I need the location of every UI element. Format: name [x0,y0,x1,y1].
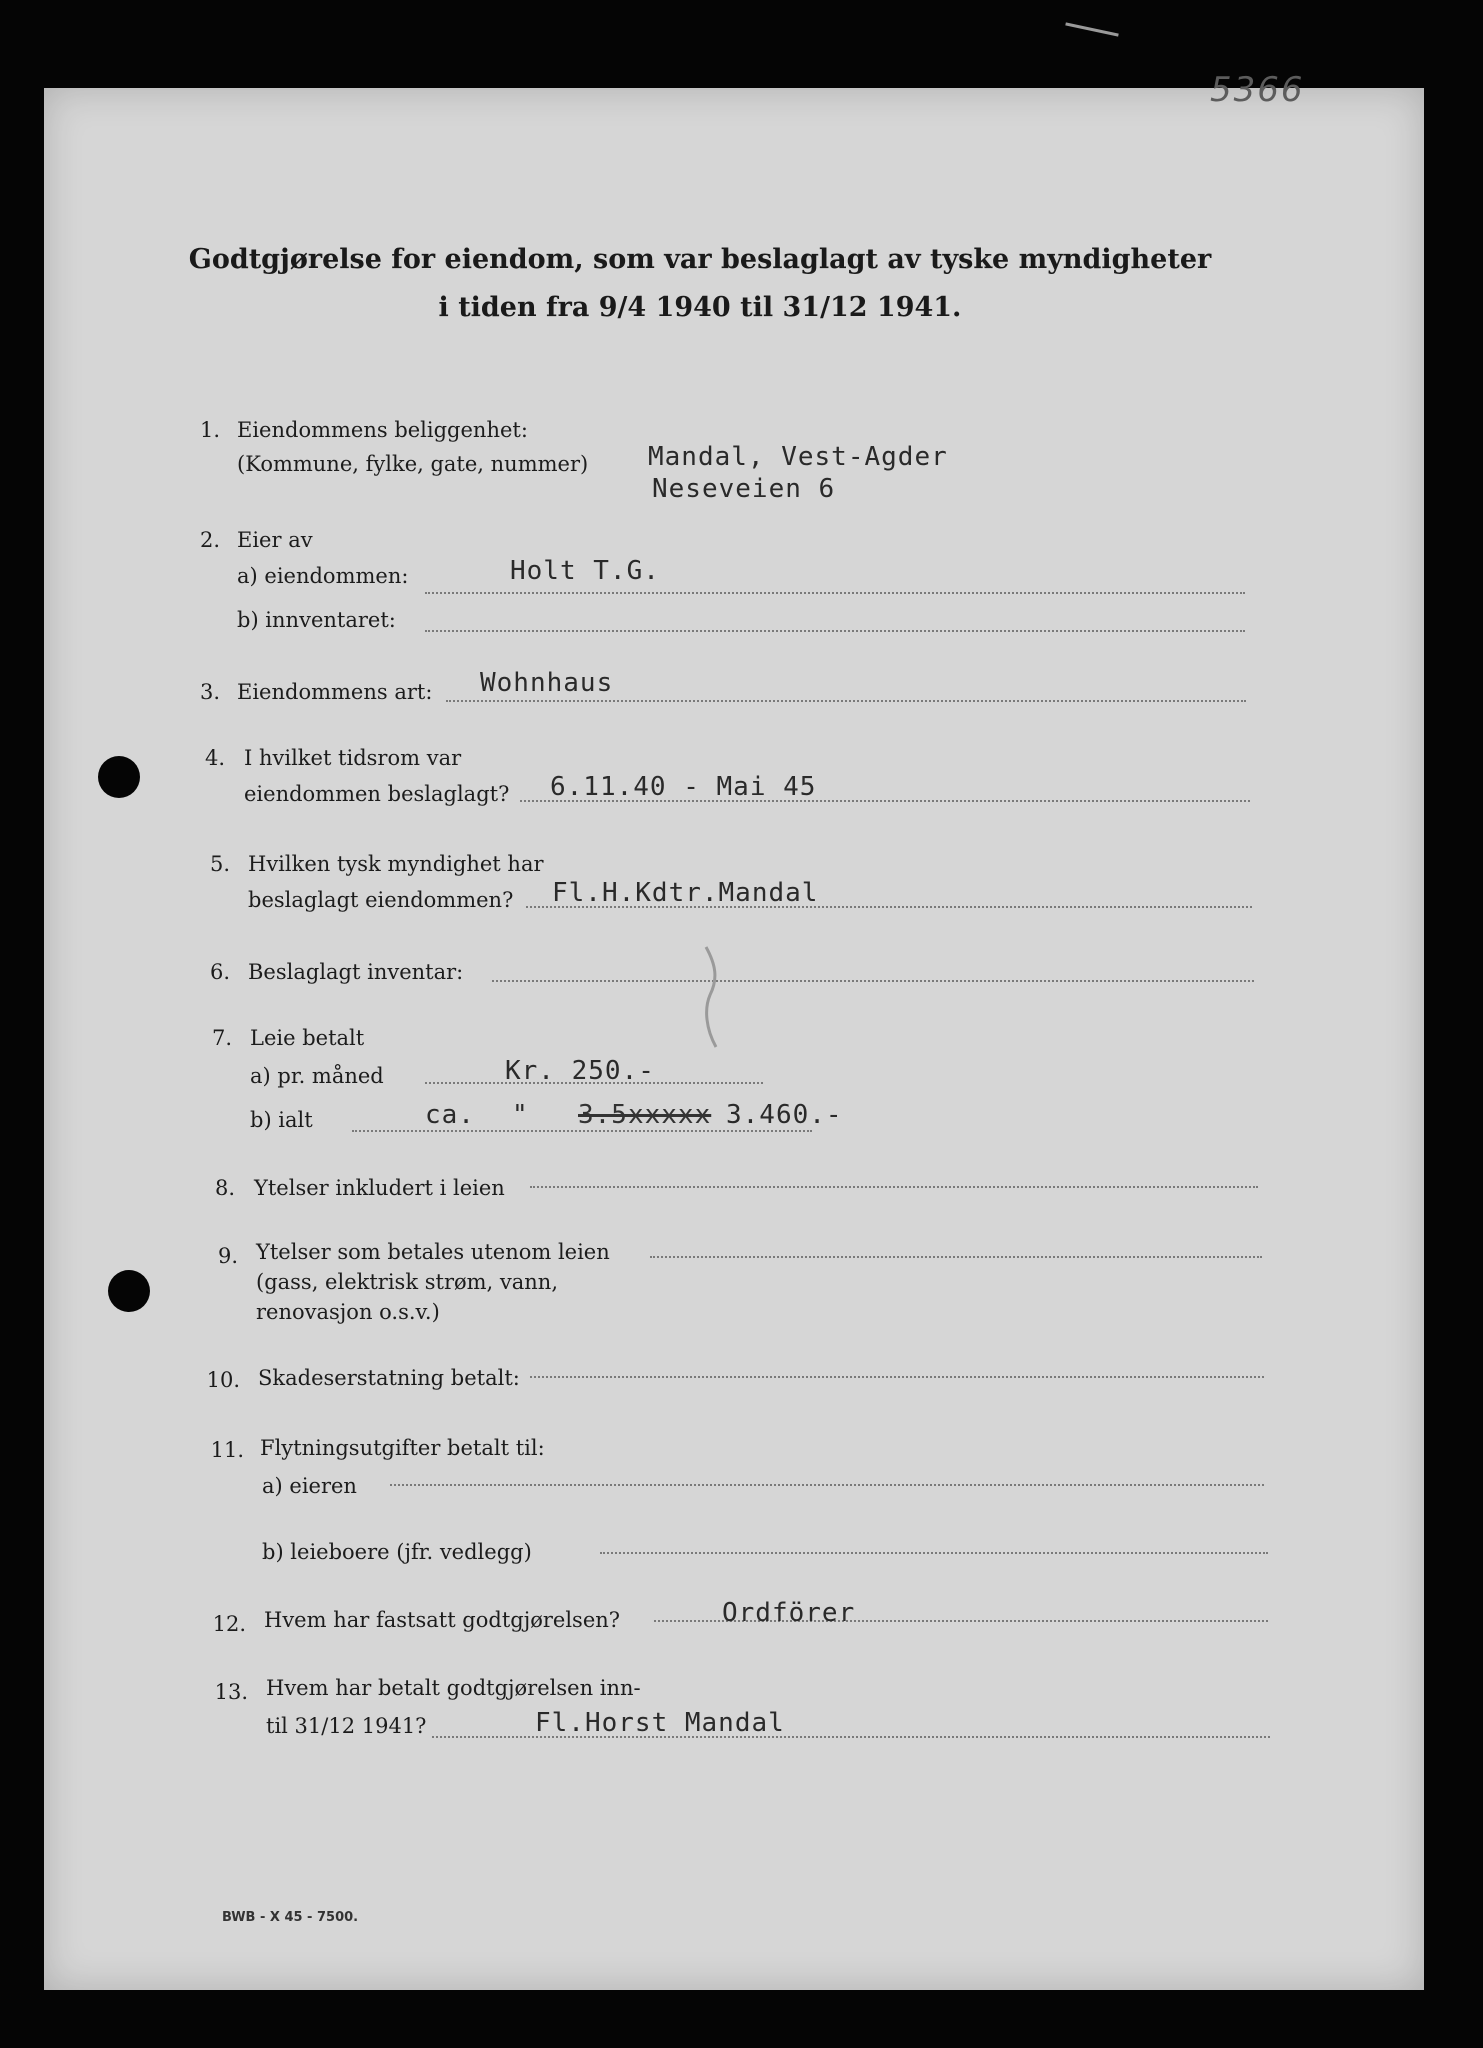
item-number: 5. [209,852,230,876]
item-number: 3. [199,680,220,704]
item-7b-struck-value: 3.5xxxxx [578,1100,712,1130]
item-number: 11. [210,1438,244,1462]
item-2a-label: a) eiendommen: [237,564,409,588]
item-number: 13. [214,1680,248,1704]
item-9-label: Ytelser som betales utenom leien [256,1240,610,1264]
item-number: 4. [204,746,225,770]
item-number: 12. [212,1612,246,1636]
item-10-label: Skadeserstatning betalt: [258,1366,520,1390]
item-7a-value: Kr. 250.- [505,1056,655,1086]
punch-hole-top [98,756,140,798]
item-8-label: Ytelser inkludert i leien [254,1176,505,1200]
item-number: 10. [206,1368,240,1392]
item-12-label: Hvem har fastsatt godtgjørelsen? [264,1608,621,1632]
item-number: 7. [211,1026,232,1050]
item-13-sublabel: til 31/12 1941? [266,1714,427,1738]
item-5-label: Hvilken tysk myndighet har [248,852,544,876]
item-13-value: Fl.Horst Mandal [535,1708,785,1738]
archive-number: 5366 [1210,70,1305,110]
item-number: 6. [209,960,230,984]
item-11-label: Flytningsutgifter betalt til: [260,1436,545,1460]
item-3-field [446,700,1246,702]
item-7b-field [352,1130,812,1132]
pencil-mark [700,945,724,1050]
item-11b-field [600,1552,1268,1554]
item-11b-label: b) leieboere (jfr. vedlegg) [262,1540,532,1564]
form-title-line2: i tiden fra 9/4 1940 til 31/12 1941. [438,292,962,323]
item-6-field [492,980,1254,982]
item-2a-value: Holt T.G. [510,556,660,586]
item-7b-prefix: ca. [425,1100,475,1130]
item-9-field [650,1256,1262,1258]
item-11a-label: a) eieren [262,1474,357,1498]
item-number: 9. [217,1244,238,1268]
item-3-label: Eiendommens art: [237,680,433,704]
item-5-sublabel: beslaglagt eiendommen? [248,888,514,912]
item-number: 2. [199,528,220,552]
item-6-label: Beslaglagt inventar: [248,960,464,984]
item-number: 1. [199,418,220,442]
item-7b-ditto: " [512,1100,529,1130]
item-5-value: Fl.H.Kdtr.Mandal [552,878,819,908]
item-4-sublabel: eiendommen beslaglagt? [244,782,510,806]
item-1-label: Eiendommens beliggenhet: [237,418,528,442]
item-9-sublabel-2: renovasjon o.s.v.) [256,1300,440,1324]
item-1-value-line1: Mandal, Vest-Agder [648,442,948,472]
punch-hole-bottom [108,1270,150,1312]
print-code: BWB - X 45 - 7500. [222,1910,359,1925]
item-12-value: Ordförer [722,1598,856,1628]
item-2b-label: b) innventaret: [237,608,396,632]
item-13-label: Hvem har betalt godtgjørelsen inn- [266,1676,641,1700]
item-7b-label: b) ialt [250,1108,313,1132]
item-1-sublabel: (Kommune, fylke, gate, nummer) [237,452,589,476]
item-3-value: Wohnhaus [480,668,614,698]
item-2b-field [425,630,1245,632]
item-2a-field [425,592,1245,594]
item-9-sublabel-1: (gass, elektrisk strøm, vann, [256,1270,558,1294]
item-10-field [530,1376,1264,1378]
item-number: 8. [214,1176,235,1200]
item-7-label: Leie betalt [250,1026,365,1050]
item-4-label: I hvilket tidsrom var [244,746,462,770]
item-11a-field [390,1484,1264,1486]
item-4-value: 6.11.40 - Mai 45 [550,772,817,802]
form-title-line1: Godtgjørelse for eiendom, som var beslaglagt av tyske myndigheter [188,244,1212,275]
item-8-field [530,1186,1258,1188]
item-7b-value: 3.460.- [726,1100,843,1130]
item-1-value-line2: Neseveien 6 [652,474,836,504]
item-7a-label: a) pr. måned [250,1064,384,1088]
scratch-mark [1065,22,1118,36]
item-2-label: Eier av [237,528,313,552]
